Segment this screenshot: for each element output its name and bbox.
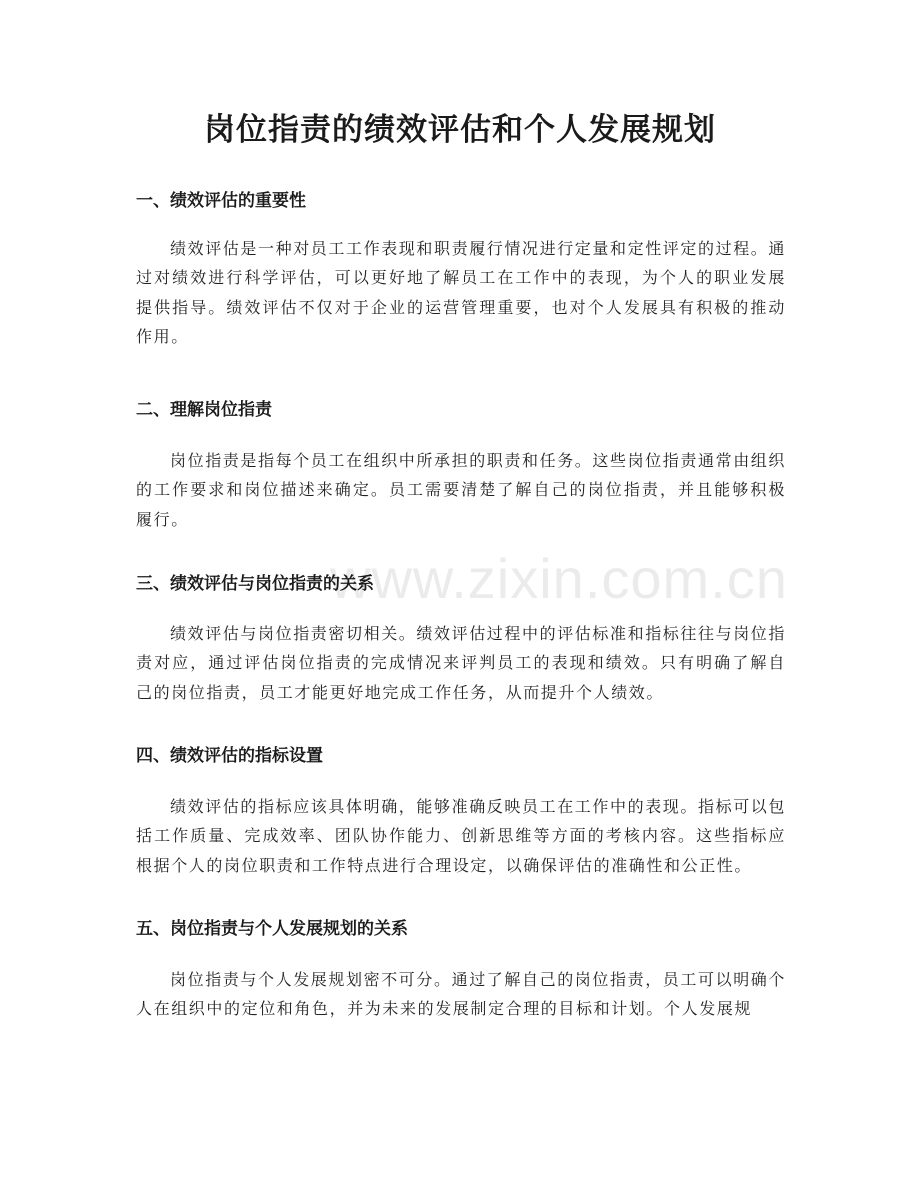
section-body-2: 岗位指责是指每个员工在组织中所承担的职责和任务。这些岗位指责通常由组织的工作要求和岗位描述来确定。员工需要清楚了解自己的岗位指责，并且能够积极履行。 [136,451,787,529]
section-heading-2: 二、理解岗位指责 [136,400,272,420]
section-body-3: 绩效评估与岗位指责密切相关。绩效评估过程中的评估标准和指标往往与岗位指责对应，通过评估岗位指责的完成情况来评判员工的表现和绩效。只有明确了解自己的岗位指责，员工才能更好地完成工作任务，从而提升个人绩效。 [136,624,787,702]
section-heading-3: 三、绩效评估与岗位指责的关系 [136,574,374,594]
section-heading-4: 四、绩效评估的指标设置 [136,746,323,766]
section-body-4: 绩效评估的指标应该具体明确，能够准确反映员工在工作中的表现。指标可以包括工作质量、完成效率、团队协作能力、创新思维等方面的考核内容。这些指标应根据个人的岗位职责和工作特点进行合理设定，以确保评估的准确性和公正性。 [136,797,787,875]
document-title: 岗位指责的绩效评估和个人发展规划 [204,112,716,148]
section-body-1: 绩效评估是一种对员工工作表现和职责履行情况进行定量和定性评定的过程。通过对绩效进行科学评估，可以更好地了解员工在工作中的表现，为个人的职业发展提供指导。绩效评估不仅对于企业的运营管理重要，也对个人发展具有积极的推动作用。 [136,239,787,346]
section-heading-1: 一、绩效评估的重要性 [136,191,306,211]
watermark: www.zixin.com.cn [330,547,788,610]
section-body-5: 岗位指责与个人发展规划密不可分。通过了解自己的岗位指责，员工可以明确个人在组织中的定位和角色，并为未来的发展制定合理的目标和计划。个人发展规 [136,970,787,1019]
section-heading-5: 五、岗位指责与个人发展规划的关系 [136,919,408,939]
